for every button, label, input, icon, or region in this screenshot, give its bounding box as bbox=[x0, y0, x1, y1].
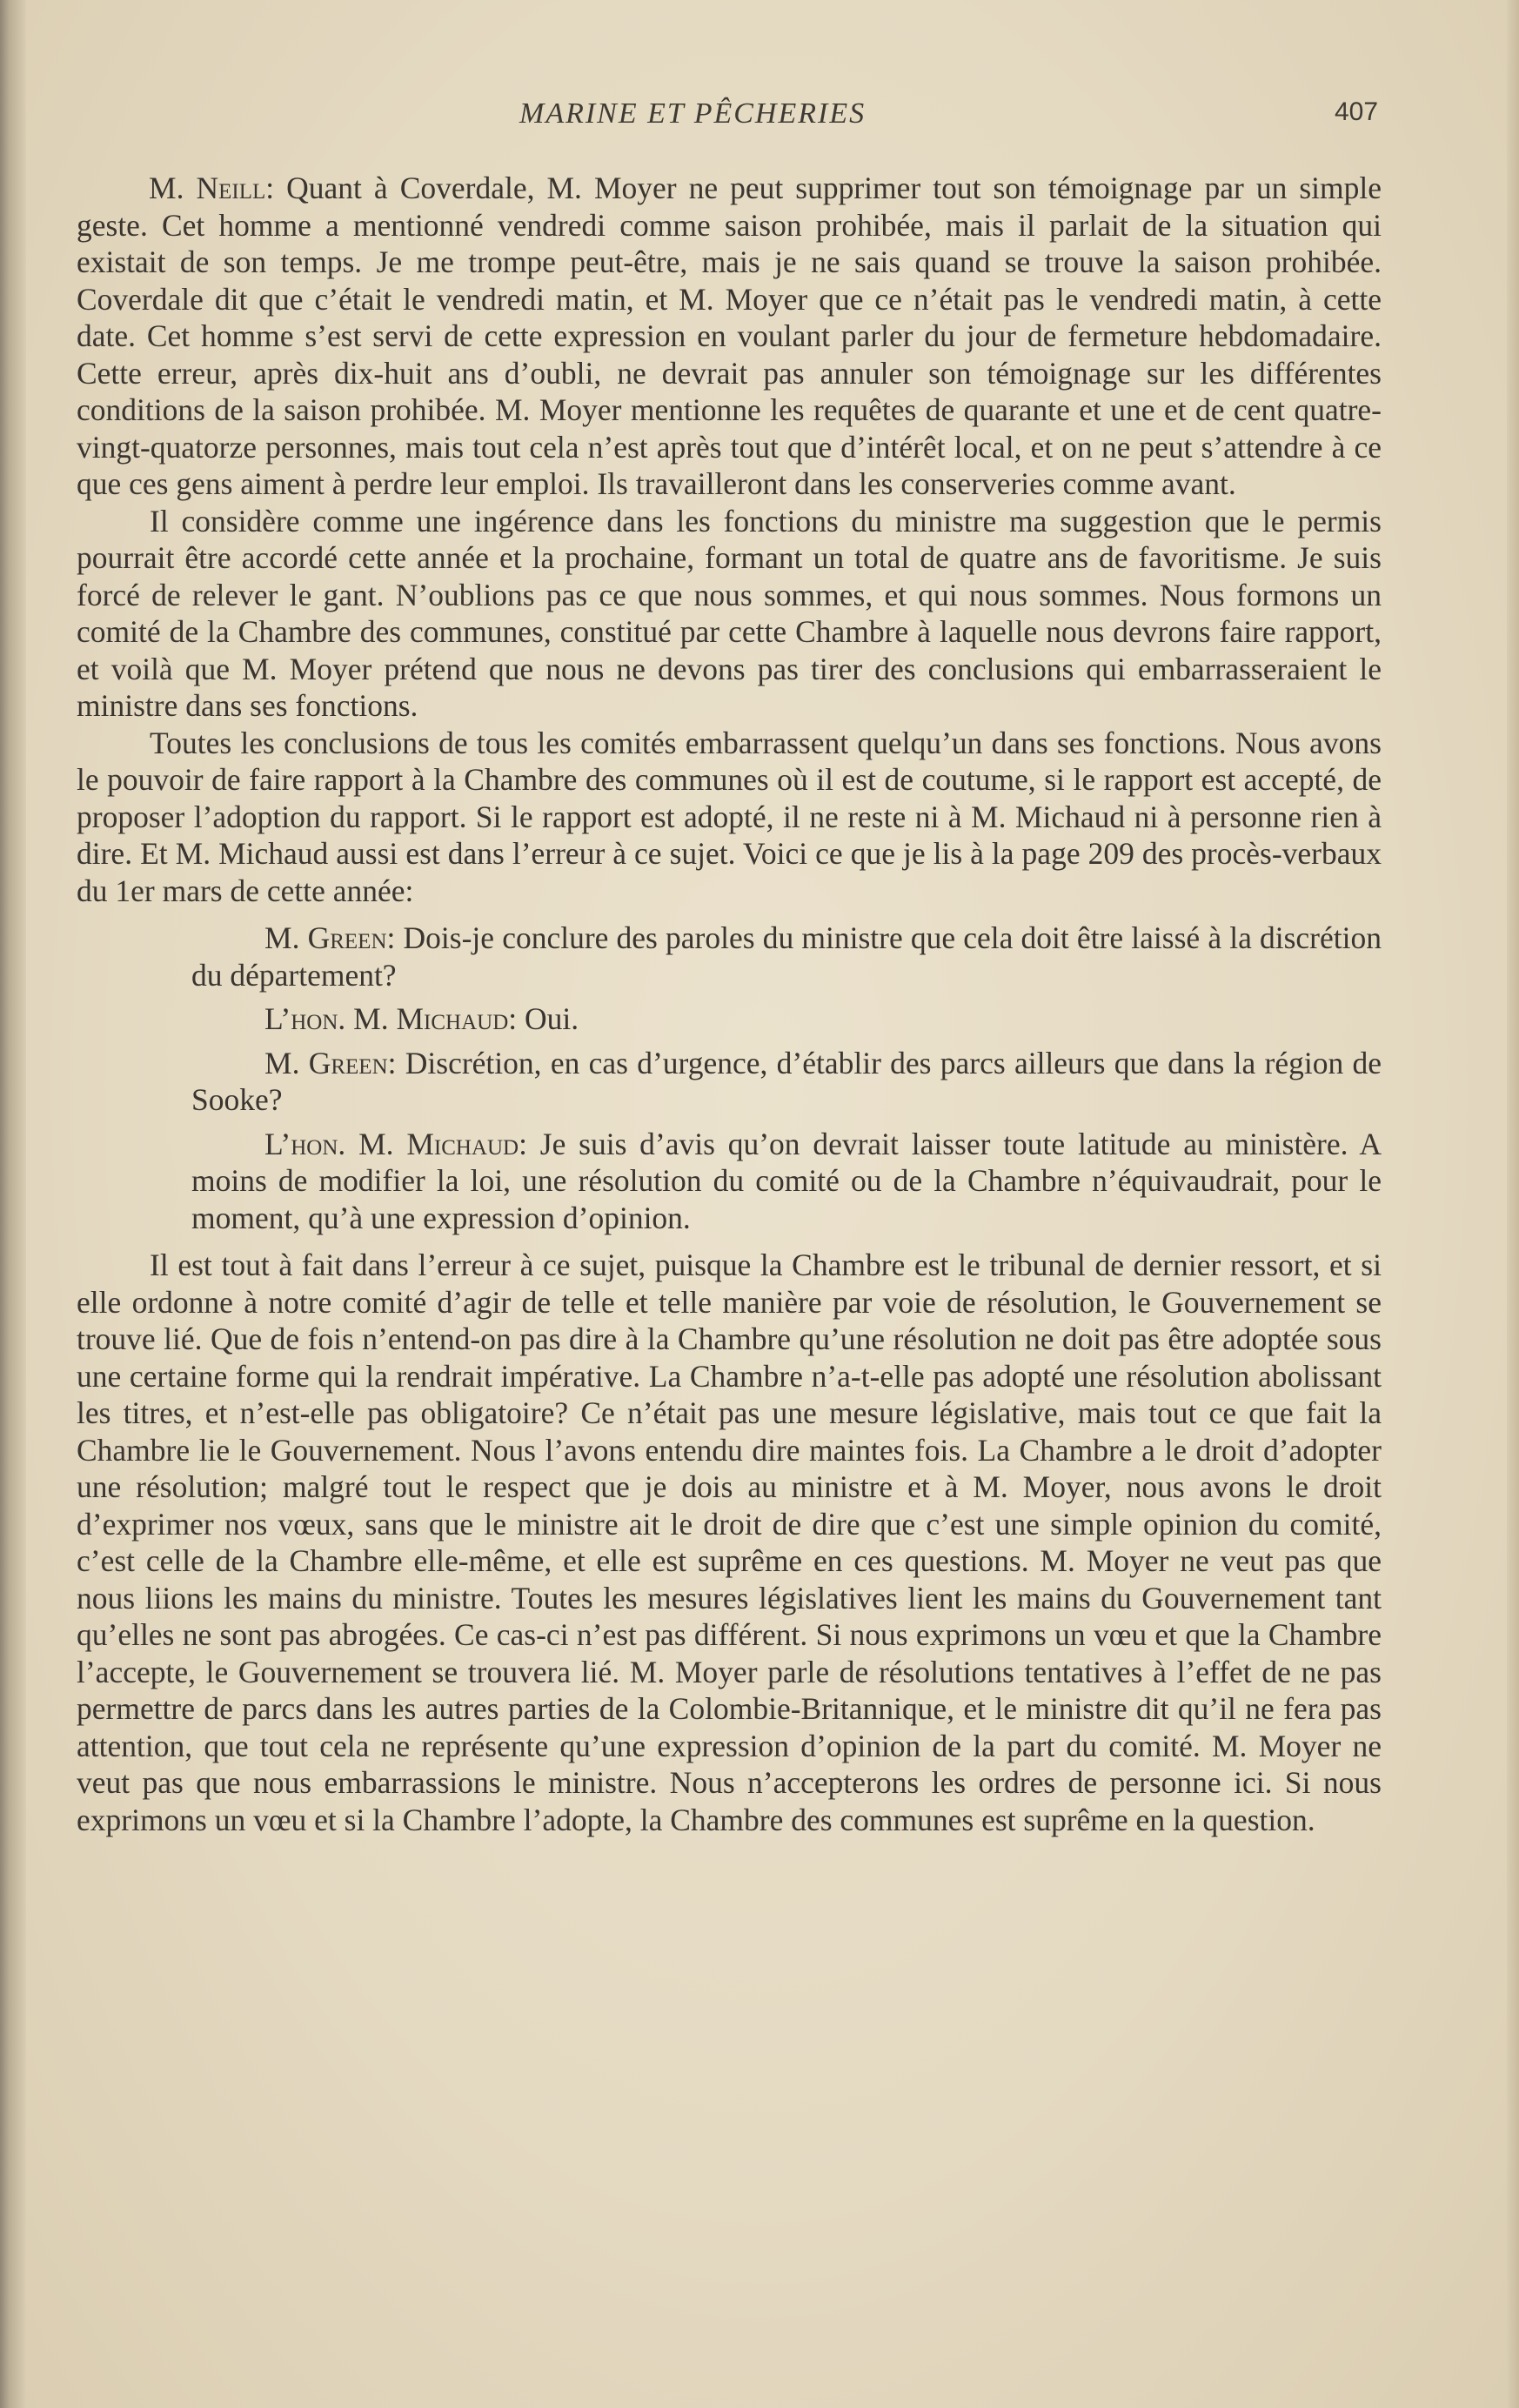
page-number: 407 bbox=[1335, 97, 1379, 126]
quoted-exchange bbox=[77, 920, 1382, 1236]
quote-4 bbox=[191, 1126, 1382, 1237]
paragraph-4: Il est tout à fait dans l’erreur à ce sujet, puisque la Chambre est le tribunal de dernier ressort, et si elle ordonne à notre comité d’agir de telle et telle manière par voie de résolution, le Gouvernement se trouve lié. Que de fois n’entend-on pas dire à la Chambre qu’une résolution ne doit pas être adoptée sous une certaine forme qui la rendrait impérative. La Chambre n’a-t-elle pas adopté une résolution abolissant les titres, et n’est-elle pas obligatoire? Ce n’était pas une mesure législative, mais tout ce que fait la Chambre lie le Gouvernement. Nous l’avons entendu dire maintes fois. La Chambre a le droit d’adopter une résolution; malgré tout le respect que je dois au ministre et à M. Moyer, nous avons le droit d’exprimer nos vœux, sans que le ministre ait le droit de dire que c’est une simple opinion du comité, c’est celle de la Chambre elle-même, et elle est suprême en ces questions. M. Moyer ne veut pas que nous liions les mains du ministre. Toutes les mesures législatives lient les mains du Gouvernement tant qu’elles ne sont pas abrogées. Ce cas-ci n’est pas différent. Si nous exprimons un vœu et que la Chambre l’accepte, le Gouvernement se trouvera lié. M. Moyer parle de résolutions tentatives à l’effet de ne pas permettre de parcs dans les autres parties de la Colombie-Britannique, et le ministre dit qu’il ne fera pas attention, que tout cela ne représente qu’une expression d’opinion de la part du comité. M. Moyer ne veut pas que nous embarrassions le ministre. Nous n’accepterons les ordres de personne ici. Si nous exprimons un vœu et si la Chambre l’adopte, la Chambre des communes est suprême en la question. bbox=[77, 1247, 1382, 1837]
body-text bbox=[77, 170, 1382, 1838]
quote-1 bbox=[191, 920, 1382, 993]
running-head bbox=[0, 97, 1519, 139]
quote-text: Dois-je conclure des paroles du ministre que cela doit être laissé à la discrétion du département? bbox=[191, 920, 1382, 993]
quote-speaker: L’hon. M. Michaud: bbox=[264, 1126, 527, 1161]
quote-speaker: M. Green: bbox=[264, 1045, 397, 1080]
quote-text: Je suis d’avis qu’on devrait laisser toute latitude au ministère. A moins de modifier la loi, une résolution du comité ou de la Chambre n’équivaudrait, pour le moment, qu’à une expression d’opinion. bbox=[191, 1126, 1382, 1235]
quote-speaker: L’hon. M. Michaud: bbox=[264, 1001, 518, 1036]
speaker-neill: M. Neill: bbox=[149, 171, 275, 205]
running-title: MARINE ET PÊCHERIES bbox=[519, 97, 867, 130]
quote-text: Discrétion, en cas d’urgence, d’établir des parcs ailleurs que dans la région de Sooke? bbox=[191, 1045, 1382, 1117]
quote-text: Oui. bbox=[525, 1001, 579, 1036]
spine-shadow bbox=[0, 0, 26, 2408]
paragraph-1 bbox=[77, 170, 1382, 503]
paragraph-2: Il considère comme une ingérence dans les fonctions du ministre ma suggestion que le permis pourrait être accordé cette année et la prochaine, formant un total de quatre ans de favoritisme. Je suis forcé de relever le gant. N’oublions pas ce que nous sommes, et qui nous sommes. Nous formons un comité de la Chambre des communes, constitué par cette Chambre à laquelle nous devrons faire rapport, et voilà que M. Moyer prétend que nous ne devons pas tirer des conclusions qui embarrasseraient le ministre dans ses fonctions. bbox=[77, 503, 1382, 723]
quote-3 bbox=[191, 1045, 1382, 1119]
page-edge bbox=[1507, 0, 1519, 2408]
paragraph-1-text: Quant à Coverdale, M. Moyer ne peut supprimer tout son témoignage par un simple geste. Cet homme a mentionné vendredi comme saison prohibée, mais il parlait de la situation qui existait de son temps. Je me trompe peut-être, mais je ne sais quand se trouve la saison prohibée. Coverdale dit que c’était le vendredi matin, et M. Moyer que ce n’était pas le vendredi matin, à cette date. Cet homme s’est servi de cette expression en voulant parler du jour de fermeture hebdomadaire. Cette erreur, après dix-huit ans d’oubli, ne devrait pas annuler son témoignage sur les différentes conditions de la saison prohibée. M. Moyer mentionne les requêtes de quarante et une et de cent quatre-vingt-quatorze personnes, mais tout cela n’est après tout que d’intérêt local, et on ne peut s’attendre à ce que ces gens aiment à perdre leur emploi. Ils travailleront dans les conserveries comme avant. bbox=[77, 171, 1382, 501]
paragraph-3: Toutes les conclusions de tous les comités embarrassent quelqu’un dans ses fonctions. Nous avons le pouvoir de faire rapport à la Chambre des communes où il est de coutume, si le rapport est accepté, de proposer l’adoption du rapport. Si le rapport est adopté, il ne reste ni à M. Michaud ni à personne rien à dire. Et M. Michaud aussi est dans l’erreur à ce sujet. Voici ce que je lis à la page 209 des procès-verbaux du 1er mars de cette année: bbox=[77, 725, 1382, 908]
quote-speaker: M. Green: bbox=[264, 920, 396, 955]
quote-2 bbox=[191, 1000, 1382, 1038]
